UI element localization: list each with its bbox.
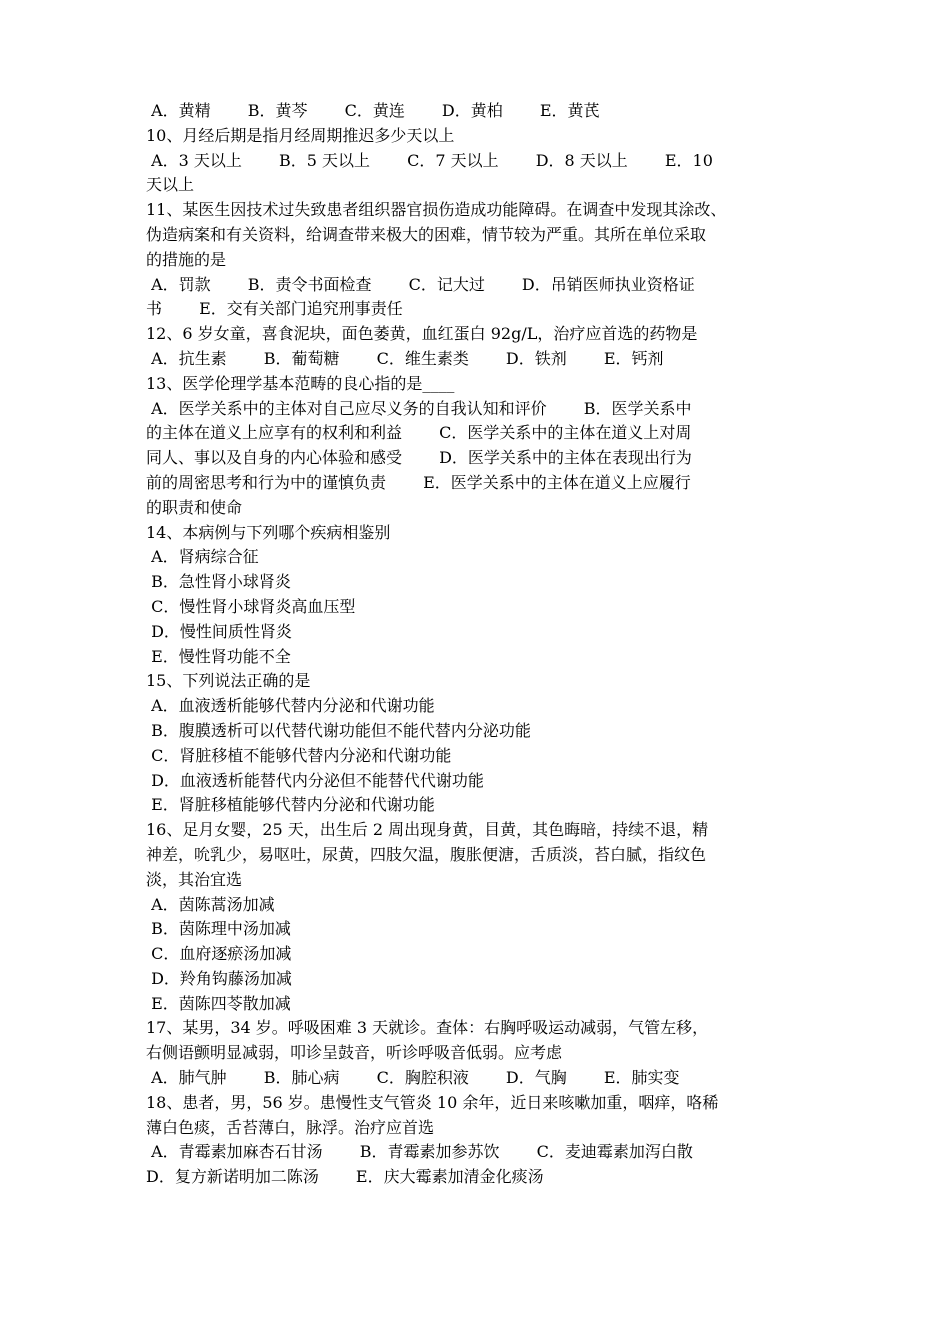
text-line: 18、患者，男，56 岁。患慢性支气管炎 10 余年，近日来咳嗽加重，咽痒，咯稀: [146, 1092, 719, 1112]
text-line: A．茵陈蒿汤加减: [146, 894, 275, 914]
text-line: C．肾脏移植不能够代替内分泌和代谢功能: [146, 745, 452, 765]
text-line: E．茵陈四苓散加减: [146, 993, 291, 1013]
text-line: A．肺气肿 B．肺心病 C．胸腔积液 D．气胸 E．肺实变: [146, 1068, 680, 1088]
text-line: 书 E．交有关部门追究刑事责任: [146, 299, 403, 319]
text-line: D．血液透析能替代内分泌但不能替代代谢功能: [146, 770, 484, 790]
text-line: A．罚款 B．责令书面检查 C．记大过 D．吊销医师执业资格证: [146, 274, 695, 294]
text-line: A．黄精 B．黄芩 C．黄连 D．黄柏 E．黄芪: [146, 101, 600, 120]
text-line: C．血府逐瘀汤加减: [146, 944, 292, 964]
text-line: D．复方新诺明加二陈汤 E．庆大霉素加清金化痰汤: [146, 1167, 544, 1187]
text-line: A．血液透析能够代替内分泌和代谢功能: [146, 696, 435, 716]
text-line: 右侧语颤明显减弱，叩诊呈鼓音，听诊呼吸音低弱。应考虑: [146, 1043, 563, 1063]
text-line: 淡，其治宜选: [146, 869, 243, 889]
text-line: 11、某医生因技术过失致患者组织器官损伤造成功能障碍。在调查中发现其涂改、: [146, 200, 727, 220]
text-line: 14、本病例与下列哪个疾病相鉴别: [146, 522, 391, 542]
text-line: B．急性肾小球肾炎: [146, 572, 291, 592]
text-line: 神差，吮乳少，易呕吐，尿黄，四肢欠温，腹胀便溏，舌质淡，苔白腻，指纹色: [146, 844, 707, 864]
text-line: 10、月经后期是指月经周期推迟多少天以上: [146, 125, 455, 145]
document-page: [146, 99, 810, 1190]
text-line: D．慢性间质性肾炎: [146, 621, 292, 641]
text-line: 的措施的是: [146, 249, 227, 269]
text-line: 同人、事以及自身的内心体验和感受 D．医学关系中的主体在表现出行为: [146, 448, 692, 468]
text-line: 16、足月女婴，25 天，出生后 2 周出现身黄，目黄，其色晦暗，持续不退，精: [146, 820, 709, 840]
text-line: A．抗生素 B．葡萄糖 C．维生素类 D．铁剂 E．钙剂: [146, 348, 664, 368]
text-line: 伪造病案和有关资料，给调查带来极大的困难，情节较为严重。其所在单位采取: [146, 224, 707, 244]
text-line: 17、某男，34 岁。呼吸困难 3 天就诊。查体：右胸呼吸运动减弱，气管左移，: [146, 1018, 709, 1038]
text-line: A．医学关系中的主体对自己应尽义务的自我认知和评价 B．医学关系中: [146, 398, 692, 418]
text-line: 13、医学伦理学基本范畴的良心指的是____: [146, 373, 455, 393]
text-line: C．慢性肾小球肾炎高血压型: [146, 596, 356, 616]
text-line: 前的周密思考和行为中的谨慎负责 E．医学关系中的主体在道义上应履行: [146, 472, 691, 492]
text-line: A．青霉素加麻杏石甘汤 B．青霉素加参苏饮 C．麦迪霉素加泻白散: [146, 1142, 693, 1162]
text-line: E．肾脏移植能够代替内分泌和代谢功能: [146, 795, 435, 815]
text-line: B．茵陈理中汤加减: [146, 919, 291, 939]
text-line: B．腹膜透析可以代替代谢功能但不能代替内分泌功能: [146, 720, 531, 740]
text-line: 15、下列说法正确的是: [146, 671, 311, 691]
text-line: E．慢性肾功能不全: [146, 646, 291, 666]
text-line: 的职责和使命: [146, 497, 243, 517]
text-line: A．3 天以上 B．5 天以上 C．7 天以上 D．8 天以上 E．10: [146, 150, 713, 170]
text-line: D．羚角钩藤汤加减: [146, 968, 292, 988]
text-line: 天以上: [146, 175, 195, 195]
text-line: A．肾病综合征: [146, 547, 259, 567]
text-line: 的主体在道义上应享有的权利和利益 C．医学关系中的主体在道义上对周: [146, 423, 692, 443]
text-line: 薄白色痰，舌苔薄白，脉浮。治疗应首选: [146, 1117, 435, 1137]
text-line: 12、6 岁女童，喜食泥块，面色萎黄，血红蛋白 92g/L，治疗应首选的药物是: [146, 324, 698, 344]
